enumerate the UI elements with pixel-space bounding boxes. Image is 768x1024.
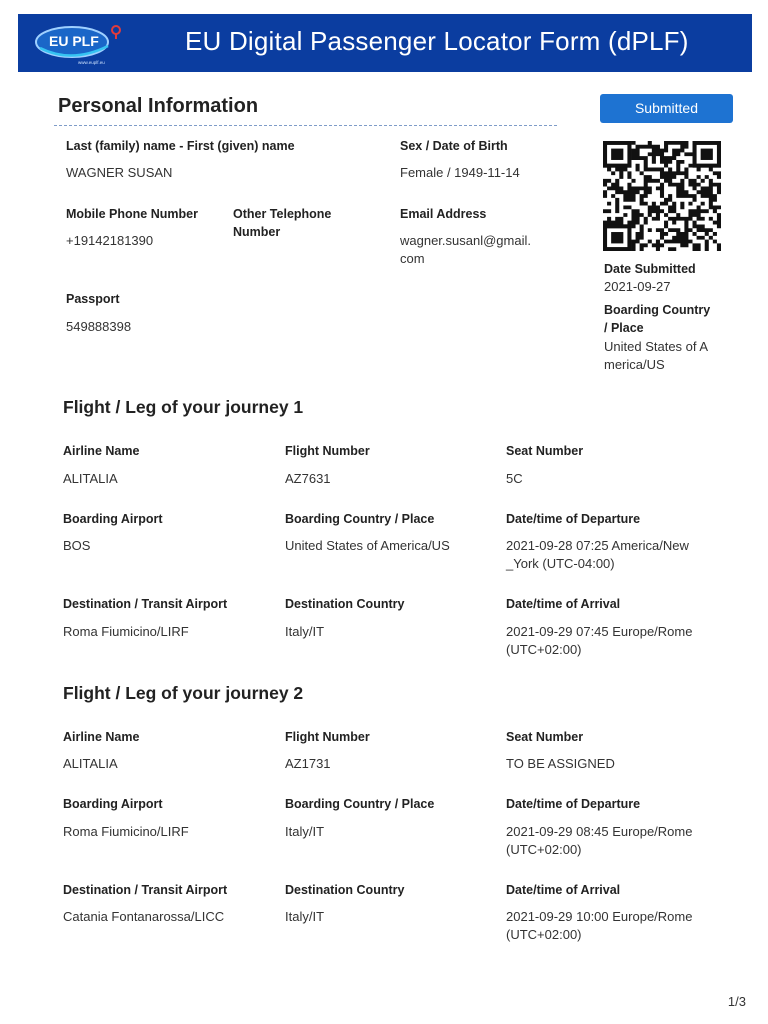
qr-code [603,141,721,251]
page-title: EU Digital Passenger Locator Form (dPLF) [185,26,689,56]
flight-2-seat-value: TO BE ASSIGNED [506,756,615,771]
flight-1-arrival-value-line2: (UTC+02:00) [506,642,582,657]
flight-1-arrival-label: Date/time of Arrival [506,597,621,611]
flight-1-boarding-country-value: United States of America/US [285,538,450,553]
sex-dob-label: Sex / Date of Birth [400,139,508,153]
flight-1-departure-value-line2: _York (UTC-04:00) [506,556,615,571]
other-phone-label: Other Telephone [233,207,332,221]
flight-1-airline-label: Airline Name [63,444,140,458]
sex-dob-value: Female / 1949-11-14 [400,165,520,180]
mobile-label: Mobile Phone Number [66,207,198,221]
page-header [18,14,752,72]
flight-1-boarding-country-label: Boarding Country / Place [285,512,435,526]
flight-2-departure-value: 2021-09-29 08:45 Europe/Rome [506,824,693,839]
flight-1-title: Flight / Leg of your journey 1 [63,397,304,417]
boarding-country-value: United States of A [604,339,709,354]
flight-2-destination-airport-value: Catania Fontanarossa/LICC [63,909,225,924]
flight-2-number-label: Flight Number [285,730,370,744]
date-submitted-label: Date Submitted [604,262,696,276]
flight-2-arrival-label: Date/time of Arrival [506,883,621,897]
passport-label: Passport [66,292,120,306]
email-value-line2: com [400,251,425,266]
flight-2-boarding-airport-value: Roma Fiumicino/LIRF [63,824,189,839]
flight-2-departure-value-line2: (UTC+02:00) [506,842,582,857]
logo-text: EU PLF [49,33,99,49]
flight-1-number-label: Flight Number [285,444,370,458]
email-label: Email Address [400,207,487,221]
flight-1-seat-label: Seat Number [506,444,584,458]
flight-2-arrival-value-line2: (UTC+02:00) [506,927,582,942]
flight-1-airline-value: ALITALIA [63,471,118,486]
personal-info-title: Personal Information [58,95,259,117]
passport-value: 549888398 [66,319,132,334]
flight-1-number-value: AZ7631 [285,471,331,486]
flight-2-destination-airport-label: Destination / Transit Airport [63,883,228,897]
flight-1-destination-airport-label: Destination / Transit Airport [63,597,228,611]
flight-1-boarding-airport-label: Boarding Airport [63,512,163,526]
other-phone-label-line2: Number [233,225,281,239]
flight-1-seat-value: 5C [506,471,523,486]
submitted-status-button[interactable]: Submitted [600,94,733,123]
flight-2-arrival-value: 2021-09-29 10:00 Europe/Rome [506,909,693,924]
flight-2-airline-value: ALITALIA [63,756,118,771]
flight-2-airline-label: Airline Name [63,730,140,744]
boarding-country-label-line2: / Place [604,321,644,335]
flight-1-destination-airport-value: Roma Fiumicino/LIRF [63,624,189,639]
email-value: wagner.susanl@gmail. [400,233,531,248]
flight-1-departure-label: Date/time of Departure [506,512,641,526]
flight-1-arrival-value: 2021-09-29 07:45 Europe/Rome [506,624,693,639]
flight-2-departure-label: Date/time of Departure [506,797,641,811]
flight-1-destination-country-value: Italy/IT [285,624,325,639]
page-number: 1/3 [727,994,746,1009]
name-label: Last (family) name - First (given) name [66,139,295,153]
name-value: WAGNER SUSAN [66,165,173,180]
flight-1-boarding-airport-value: BOS [63,538,91,553]
section-divider [54,125,557,126]
logo-url: www.euplf.eu [78,60,105,65]
flight-2-boarding-airport-label: Boarding Airport [63,797,163,811]
flight-2-number-value: AZ1731 [285,756,331,771]
boarding-country-value-line2: merica/US [604,357,665,372]
flight-1-departure-value: 2021-09-28 07:25 America/New [506,538,689,553]
flight-2-seat-label: Seat Number [506,730,584,744]
eu-plf-logo [34,20,138,66]
flight-2-boarding-country-value: Italy/IT [285,824,325,839]
date-submitted-value: 2021-09-27 [604,279,671,294]
flight-1-destination-country-label: Destination Country [285,597,405,611]
boarding-country-label: Boarding Country [604,303,711,317]
flight-2-destination-country-label: Destination Country [285,883,405,897]
flight-2-title: Flight / Leg of your journey 2 [63,683,304,703]
mobile-value: +19142181390 [66,233,154,248]
flight-2-destination-country-value: Italy/IT [285,909,325,924]
flight-2-boarding-country-label: Boarding Country / Place [285,797,435,811]
